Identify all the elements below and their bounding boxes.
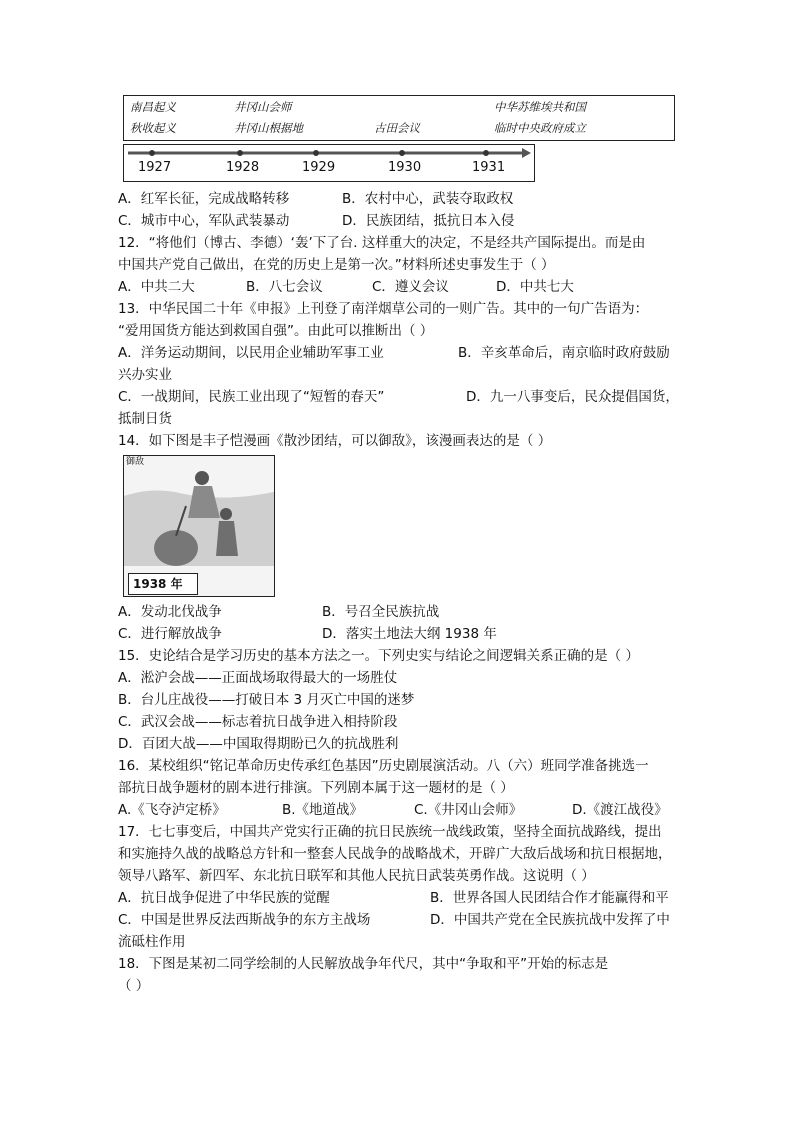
- q15-option-d: D．百团大战——中国取得期盼已久的抗战胜利: [118, 736, 399, 752]
- timeline-event: 南昌起义: [130, 100, 176, 114]
- q12-option-b: B．八七会议: [246, 279, 323, 295]
- year-label: 1929: [302, 160, 336, 175]
- axis-arrow: [522, 148, 531, 158]
- year-label: 1931: [472, 160, 506, 175]
- figure-body: [188, 486, 220, 518]
- q13-option-c: C．一战期间，民族工业出现了“短暂的春天”: [118, 389, 385, 405]
- figure-head: [195, 471, 209, 485]
- q12-stem-line1: 12．“将他们（博古、李德）‘轰’下了台. 这样重大的决定，不是经共产国际提出。而是由: [118, 235, 646, 251]
- q14-option-d: D．落实土地法大纲 1938 年: [322, 626, 497, 642]
- year-label: 1927: [138, 160, 172, 175]
- year-dot: [149, 150, 155, 156]
- q11-option-b: B．农村中心，武装夺取政权: [342, 191, 514, 207]
- year-dot: [483, 150, 489, 156]
- q18-answer-paren: （ ）: [118, 978, 150, 994]
- q14-option-a: A．发动北伐战争: [118, 604, 222, 620]
- q12-option-d: D．中共七大: [496, 279, 574, 295]
- q16-option-c: C.《井冈山会师》: [414, 802, 523, 818]
- cartoon-image: [123, 455, 275, 597]
- timeline-axis-box: [123, 144, 535, 182]
- q17-option-d-cont: 流砥柱作用: [118, 934, 186, 950]
- q15-stem: 15．史论结合是学习历史的基本方法之一。下列史实与结论之间逻辑关系正确的是（ ）: [118, 648, 639, 664]
- q14-option-c: C．进行解放战争: [118, 626, 222, 642]
- q12-option-c: C．遵义会议: [372, 279, 449, 295]
- q17-stem-line2: 和实施持久战的战略总方针和一整套人民战争的战略战术，开辟广大敌后战场和抗日根据地，: [118, 846, 672, 862]
- q15-option-c: C．武汉会战——标志着抗日战争进入相持阶段: [118, 714, 398, 730]
- q13-stem-line1: 13．中华民国二十年《申报》上刊登了南洋烟草公司的一则广告。其中的一句广告语为：: [118, 301, 649, 317]
- q12-stem-line2: 中国共产党自己做出，在党的历史上是第一次。”材料所述史事发生于（ ）: [118, 257, 555, 273]
- q18-stem: 18．下图是某初二同学绘制的人民解放战争年代尺，其中“争取和平”开始的标志是: [118, 956, 609, 972]
- q11-option-a: A．红军长征，完成战略转移: [118, 191, 290, 207]
- year-dot: [313, 150, 319, 156]
- year-dot: [237, 150, 243, 156]
- q17-stem-line3: 领导八路军、新四军、东北抗日联军和其他人民抗日武装英勇作战。这说明（ ）: [118, 868, 595, 884]
- q17-option-b: B．世界各国人民团结合作才能赢得和平: [430, 890, 669, 906]
- cartoon-year-box: [128, 573, 198, 595]
- q16-stem-line1: 16．某校组织“铭记革命历史传承红色基因”历史剧展演活动。八（六）班同学准备挑选一: [118, 758, 649, 774]
- q13-option-b: B．辛亥革命后，南京临时政府鼓励: [458, 345, 670, 361]
- timeline-event: 井冈山会师: [234, 100, 292, 114]
- year-label: 1930: [388, 160, 422, 175]
- q11-option-d: D．民族团结，抵抗日本入侵: [342, 213, 515, 229]
- q14-option-b: B．号召全民族抗战: [322, 604, 440, 620]
- timeline-event: 秋收起义: [130, 121, 176, 135]
- q11-option-c: C．城市中心，军队武装暴动: [118, 213, 290, 229]
- q13-option-d: D．九一八事变后，民众提倡国货，: [466, 389, 679, 405]
- q13-option-b-cont: 兴办实业: [118, 367, 172, 383]
- timeline-event: 井冈山根据地: [234, 121, 303, 135]
- q16-option-d: D.《渡江战役》: [572, 802, 668, 818]
- year-label: 1928: [226, 160, 260, 175]
- timeline-event: 临时中央政府成立: [494, 121, 586, 135]
- cartoon-year: 1938 年: [133, 577, 183, 591]
- q14-stem: 14．如下图是丰子恺漫画《散沙团结，可以御敌》，该漫画表达的是（ ）: [118, 433, 552, 449]
- q17-option-d: D．中国共产党在全民族抗战中发挥了中: [430, 912, 670, 928]
- q13-stem-line2: “爱用国货方能达到救国自强”。由此可以推断出（ ）: [118, 323, 434, 339]
- q13-option-a: A．洋务运动期间，以民用企业辅助军事工业: [118, 345, 384, 361]
- q15-option-b: B．台儿庄战役——打破日本 3 月灭亡中国的迷梦: [118, 692, 415, 708]
- q17-option-a: A．抗日战争促进了中华民族的觉醒: [118, 890, 330, 906]
- q17-stem-line1: 17．七七事变后，中国共产党实行正确的抗日民族统一战线政策，坚持全面抗战路线，提出: [118, 824, 662, 840]
- q15-option-a: A．淞沪会战——正面战场取得最大的一场胜仗: [118, 670, 398, 686]
- q16-option-a: A.《飞夺泸定桥》: [118, 802, 226, 818]
- child-head: [220, 508, 232, 520]
- timeline-event: 中华苏维埃共和国: [494, 100, 586, 114]
- timeline-events-box: [123, 95, 675, 141]
- q12-option-a: A．中共二大: [118, 279, 195, 295]
- q13-option-d-cont: 抵制日货: [118, 411, 172, 427]
- year-dot: [399, 150, 405, 156]
- timeline-event: 古田会议: [374, 121, 420, 135]
- q17-option-c: C．中国是世界反法西斯战争的东方主战场: [118, 912, 371, 928]
- q16-stem-line2: 部抗日战争题材的剧本进行排演。下列剧本属于这一题材的是（ ）: [118, 780, 514, 796]
- q16-option-b: B.《地道战》: [282, 802, 364, 818]
- cartoon-corner-text: 御敌: [126, 457, 145, 467]
